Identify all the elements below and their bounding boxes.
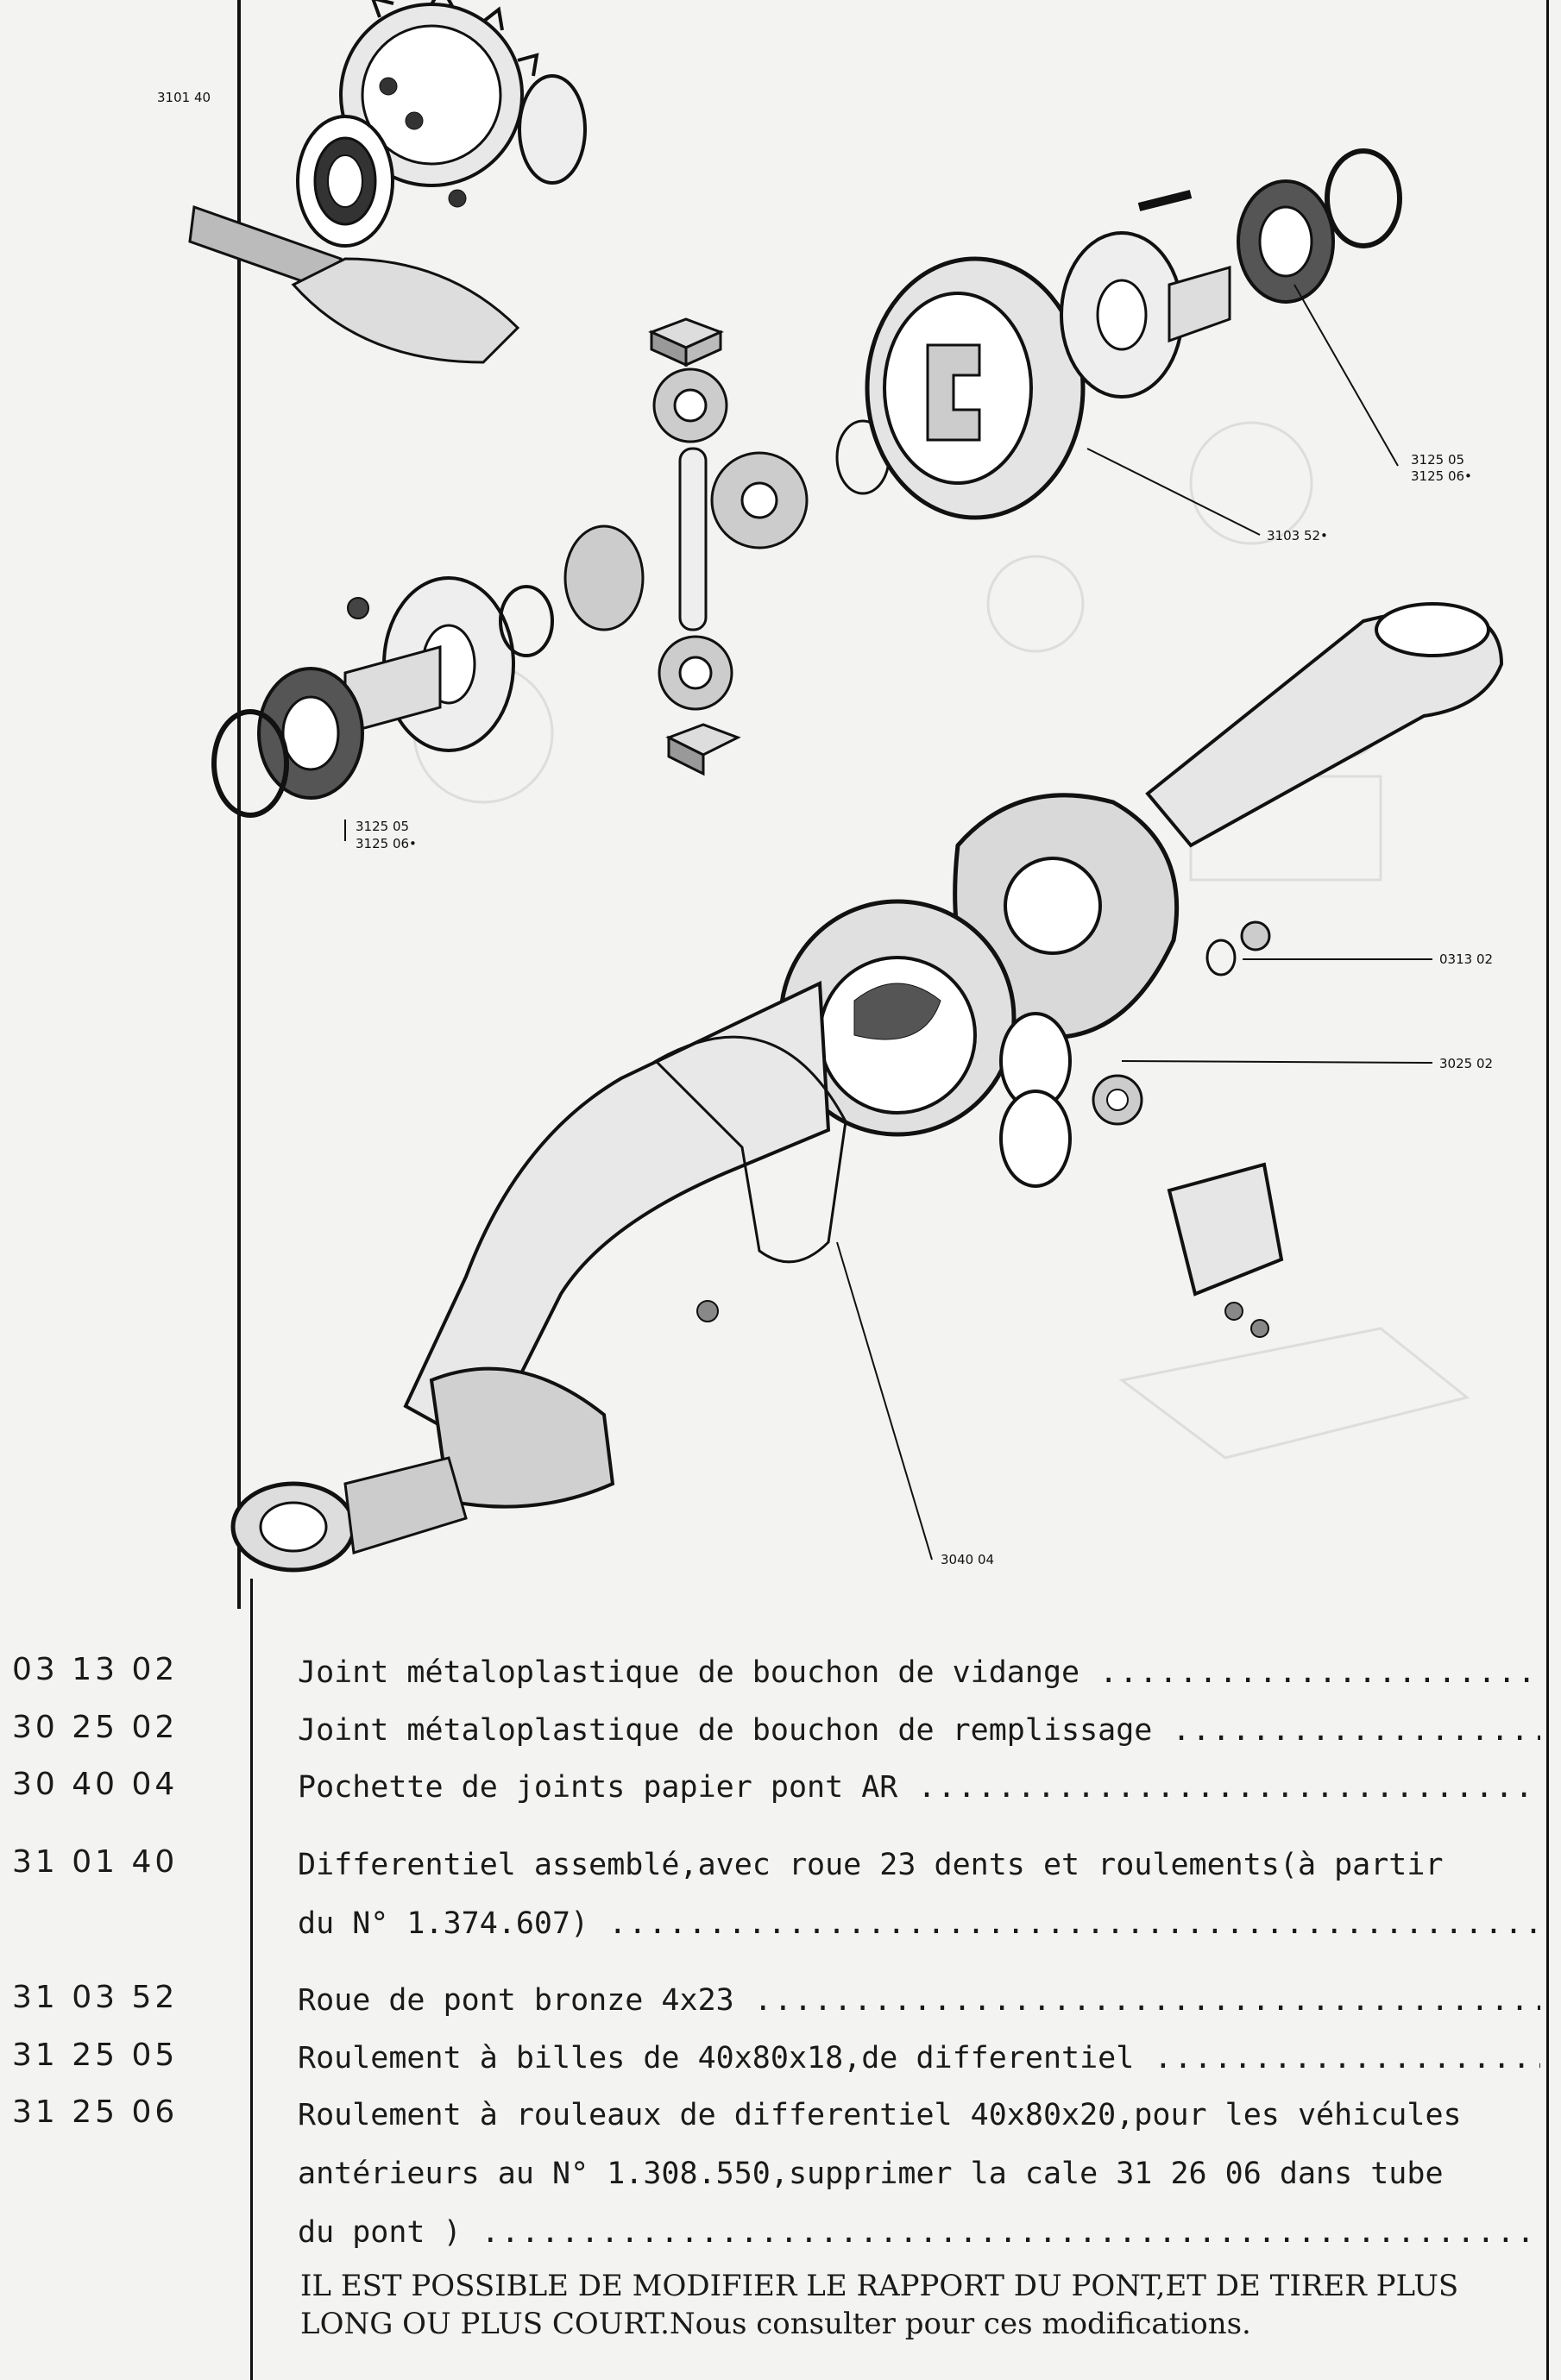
part-description (298, 1701, 1540, 1760)
frame-line-bottom (250, 1579, 253, 2380)
part-description (298, 1971, 1540, 2030)
part-description-line: Roulement à billes de 40x80x18,de differentiel ..... (298, 2029, 1540, 2088)
part-code: 31 01 40 (12, 1844, 179, 1880)
right-hub-and-bearing (1061, 151, 1400, 397)
part-description-line: Roulement à rouleaux de differentiel 40x80x20,pour les véhicules (298, 2098, 1462, 2132)
left-hub-and-bearing (214, 526, 643, 815)
part-description-line: Joint métaloplastique de bouchon de vidange ..... (298, 1643, 1540, 1702)
part-description (298, 1836, 1540, 1953)
part-description (298, 2086, 1540, 2262)
footer-note-line: LONG OU PLUS COURT.Nous consulter pour ces modifications. (300, 2307, 1251, 2341)
part-code: 30 25 02 (12, 1710, 179, 1745)
spider-gears (651, 319, 889, 774)
part-description-line: du pont ) ..... (298, 2203, 1540, 2262)
ring-gear (867, 259, 1083, 518)
footer-note-line: IL EST POSSIBLE DE MODIFIER LE RAPPORT DU PONT,ET DE TIRER PLUS (300, 2269, 1459, 2303)
callout-302502: 3025 02 (1439, 1056, 1494, 1071)
part-description-line: Pochette de joints papier pont AR ..... (298, 1758, 1540, 1817)
part-description-line: Roue de pont bronze 4x23 ..... (298, 1971, 1540, 2030)
part-description-line: antérieurs au N° 1.308.550,supprimer la cale 31 26 06 dans tube (298, 2157, 1444, 2191)
callout-304004: 3040 04 (941, 1552, 995, 1567)
callout-031302: 0313 02 (1439, 951, 1494, 967)
part-code: 31 03 52 (12, 1980, 179, 2015)
part-code: 30 40 04 (12, 1767, 179, 1802)
callout-312505-left: 3125 05 (356, 819, 410, 834)
footer-note (300, 2267, 1526, 2343)
part-description (298, 2029, 1540, 2088)
callout-312506-right: 3125 06• (1411, 468, 1472, 484)
part-description-line: du N° 1.374.607) ..... (298, 1894, 1540, 1953)
part-description (298, 1758, 1540, 1817)
part-code: 03 13 02 (12, 1652, 179, 1687)
axle-housing (233, 604, 1501, 1570)
callout-312505-right: 3125 05 (1411, 452, 1465, 468)
part-description-line: Differentiel assemblé,avec roue 23 dents et roulements(à partir (298, 1848, 1444, 1882)
callout-310352: 3103 52• (1267, 528, 1328, 543)
callout-310140: 3101 40 (157, 90, 211, 105)
part-description (298, 1643, 1540, 1702)
part-code: 31 25 06 (12, 2094, 179, 2130)
differential-assembly (190, 0, 585, 362)
callout-312506-left: 3125 06• (356, 836, 417, 851)
part-code: 31 25 05 (12, 2038, 179, 2073)
part-description-line: Joint métaloplastique de bouchon de remplissage ..... (298, 1701, 1540, 1760)
